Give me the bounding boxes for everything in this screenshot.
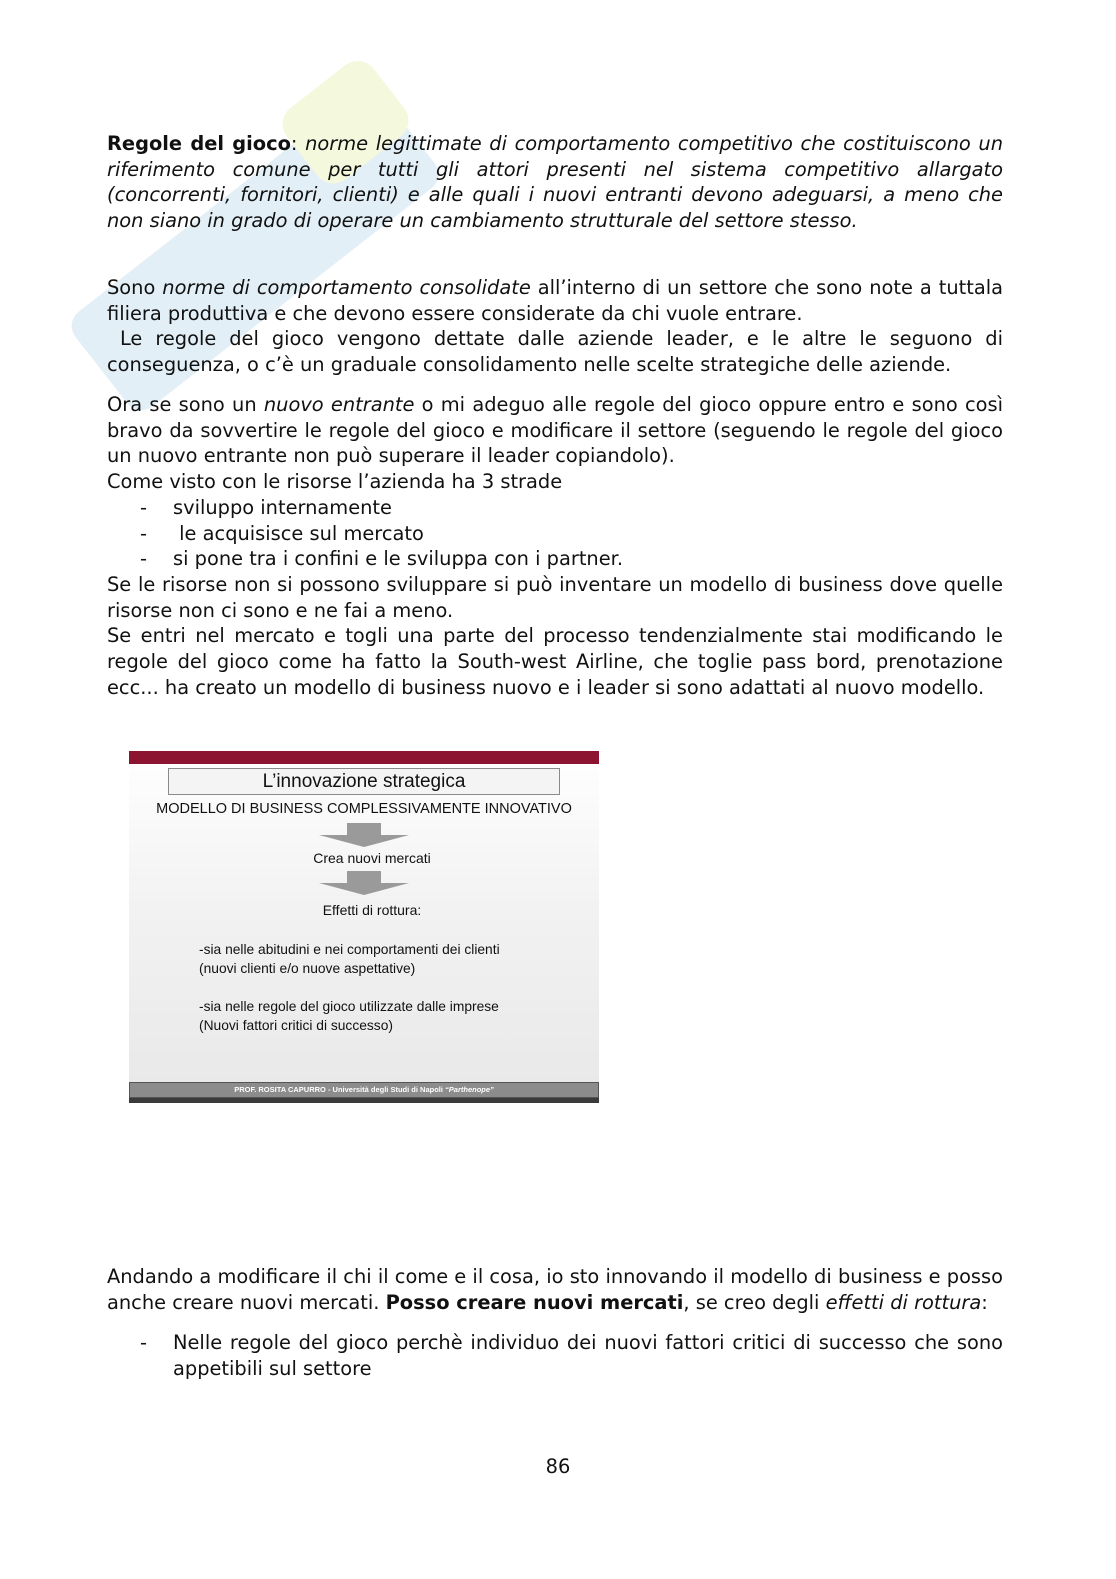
- slide-footer-bar: [129, 1098, 599, 1103]
- definition-paragraph: Regole del gioco: norme legittimate di comportamento competitivo che costituiscono un riferimento comune per tutti gli attori presenti nel sistema competitivo allargato (concorrenti, fornitori, clienti) e alle quali i nuovi entranti devono adeguarsi, a meno che non siano in grado di operare un cambiamento strutturale del settore stesso.: [107, 132, 1004, 233]
- list-item: - Nelle regole del gioco perchè individuo dei nuovi fattori critici di successo che sono appetibili sul settore: [140, 1331, 1003, 1381]
- strade-list: [107, 495, 1003, 572]
- list-item: - le acquisisce sul mercato: [140, 521, 424, 545]
- slide-step-break-effects: Effetti di rottura:: [322, 902, 422, 918]
- slide-bullet-clients: -sia nelle abitudini e nei comportamenti dei clienti (nuovi clienti e/o nuove aspettative): [199, 942, 500, 976]
- list-item: - sviluppo internamente: [140, 495, 392, 519]
- slide-title: L’innovazione strategica: [168, 768, 560, 795]
- list-item: - si pone tra i confini e le sviluppa con i partner.: [140, 547, 623, 571]
- term-regole-del-gioco: Regole del gioco: [107, 132, 291, 155]
- definition-text: norme legittimate di comportamento competitivo che costituiscono un riferimento comune per tutti gli attori presenti nel sistema competitivo allargato (concorrenti, fornitori, clienti) e alle quali i nuovi entranti devono adeguarsi, a meno che non siano in grado di operare un cambiamento strutturale del settore stesso.: [107, 132, 1004, 233]
- slide-bullet-rules: -sia nelle regole del gioco utilizzate dalle imprese (Nuovi fattori critici di successo): [199, 999, 499, 1033]
- slide-step-create-markets: Crea nuovi mercati: [313, 850, 431, 866]
- strade-intro: Come visto con le risorse l’azienda ha 3 strade: [107, 470, 563, 494]
- new-entrant-paragraph: Ora se sono un nuovo entrante o mi adeguo alle regole del gioco oppure entro e sono così bravo da sovvertire le regole del gioco e modificare il settore (seguendo le regole del gioco un nuovo entrante non può superare il leader copiandolo). Come visto con le risorse l’azienda ha 3 strade - sviluppo internamente - le acquisisce sul mercato - si pone tra i confini e le sviluppa con i partner. Se le risorse non si possono sviluppare si può inventare un modello di business dove quelle risorse non ci sono e ne fai a meno. Se entri nel mercato e togli una parte del processo tendenzialmente stai modificando le regole del gioco come ha fatto la South-west Airline, che toglie pass bord, prenotazione ecc... ha creato un modello di business nuovo e i leader si sono adattati al nuovo modello.: [107, 393, 1003, 699]
- break-effects-list: [107, 1330, 1003, 1381]
- slide-subtitle: MODELLO DI BUSINESS COMPLESSIVAMENTE INNOVATIVO: [156, 801, 572, 817]
- break-effects-paragraph: Andando a modificare il chi il come e il cosa, io sto innovando il modello di business e posso anche creare nuovi mercati. Posso creare nuovi mercati, se creo degli effetti di rottura: - Nelle regole del gioco perchè individuo dei nuovi fattori critici di successo che sono appetibili sul settore: [107, 1265, 1003, 1381]
- norms-paragraph: Sono norme di comportamento consolidate all’interno di un settore che sono note a tuttala filiera produttiva e che devono essere considerate da chi vuole entrare. Le regole del gioco vengono dettate dalle aziende leader, e le altre le seguono di conseguenza, o c’è un graduale consolidamento nelle scelte strategiche delle aziende.: [107, 276, 1010, 377]
- slide-footer: PROF. ROSITA CAPURRO - Università degli Studi di Napoli “Parthenope”: [129, 1082, 599, 1098]
- down-arrow-icon: [319, 823, 409, 847]
- slide-top-bar: [129, 751, 599, 764]
- slide-innovazione-strategica: [129, 751, 599, 1103]
- down-arrow-icon: [319, 871, 409, 895]
- page-number: 86: [545, 1455, 571, 1478]
